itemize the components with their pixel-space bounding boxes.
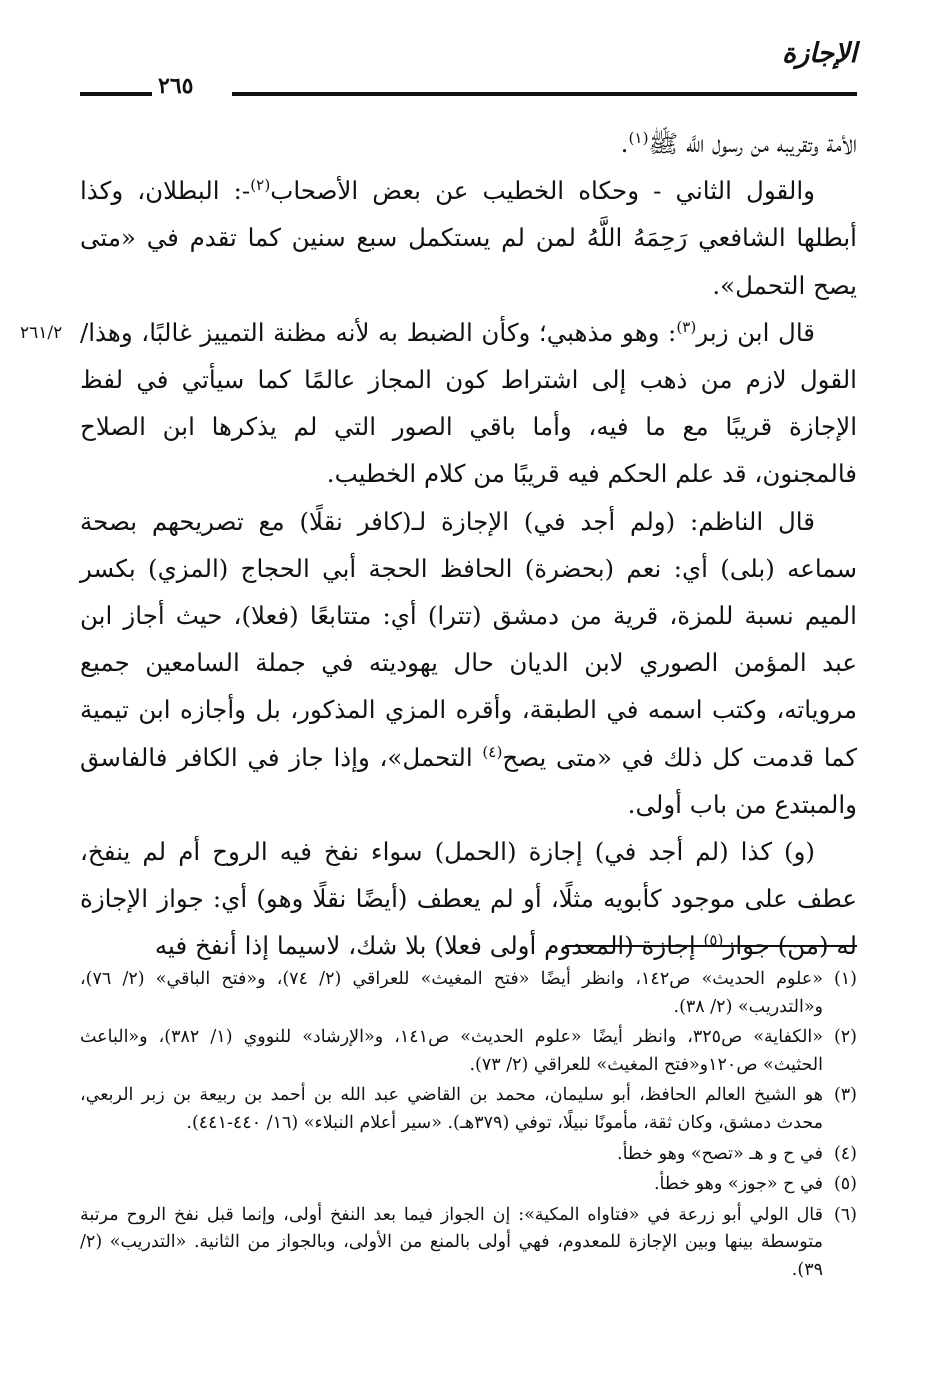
footnote-number: (٢) — [833, 1027, 857, 1048]
paragraph-3 — [80, 309, 857, 498]
footnote-item — [80, 1202, 857, 1285]
paragraph-text: قال الناظم: (ولم أجد في) الإجازة لـ(كافر نقلًا) مع تصريحهم بصحة سماعه (بلى) أي: نعم (بحضرة) الحافظ الحجة أبي الحجاج (المزي) بكسر الميم نسبة للمزة، قرية من دمشق (تترا) أي: متتابعًا (فعلا)، حيث أجاز ابن عبد المؤمن الصوري لابن الديان حال يهوديته في جملة السامعين جميع مروياته، وكتب اسمه في الطبقة، وأقره المزي المذكور، بل وأجازه ابن تيمية كما قدمت كل ذلك في «متى يصح — [80, 506, 857, 772]
footnote-item — [80, 1082, 857, 1137]
footnote-number: (٦) — [833, 1204, 857, 1225]
footnotes — [80, 966, 857, 1288]
paragraph-text: والقول الثاني - وحكاه الخطيب عن بعض الأصحاب — [270, 176, 815, 206]
paragraph-text: . — [620, 129, 629, 158]
paragraph-text: -: البطلان، وكذا أبطلها الشافعي رَحِمَهُ اللَّهُ لمن لم يستكمل سبع سنين كما تقدم في «متى يصح التحمل». — [80, 176, 857, 300]
footnote-item — [80, 1024, 857, 1079]
paragraph-text: : وهو مذهبي؛ وكأن الضبط به لأنه مظنة التمييز غالبًا، وهذا/ القول لازم من ذهب إلى اشتراط كون المجاز عالمًا كما سيأتي في لفظ الإجازة قريبًا مع ما فيه، وأما باقي الصور التي لم يذكرها ابن الصلاح فالمجنون، قد علم الحكم فيه قريبًا من كلام الخطيب. — [80, 317, 857, 489]
footnote-number: (٤) — [833, 1143, 857, 1164]
footnote-number: (١) — [833, 969, 857, 989]
footnote-reference[interactable]: (٢) — [250, 176, 271, 195]
paragraph-5 — [80, 828, 857, 970]
page-number: ٢٦٥ — [158, 73, 194, 99]
footnote-text: قال الولي أبو زرعة في «فتاواه المكية»: إن الجواز فيما بعد النفخ أولى، وإنما قبل نفخ الروح مرتبة متوسطة بينها وبين الإجازة للمعدوم، فهي أولى بالمنع من الأولى، وبالجواز من الثانية. «التدريب» (٢/ ٣٩). — [80, 1204, 823, 1280]
footnote-text: «علوم الحديث» ص١٤٢، وانظر أيضًا «فتح المغيث» للعراقي (٢/ ٧٤)، و«فتح الباقي» (٢/ ٧٦)، و«التدريب» (٢/ ٣٨). — [80, 969, 823, 1017]
footnote-separator — [565, 945, 857, 947]
footnote-text: في ح و هـ «تصح» وهو خطأ. — [617, 1143, 823, 1164]
footnote-text: هو الشيخ العالم الحافظ، أبو سليمان، محمد بن القاضي عبد الله بن أحمد بن ربيعة بن زبر الربعي، محدث دمشق، وكان ثقة، مأمونًا نبيلًا، توفي (٣٧٩هـ). «سير أعلام النبلاء» (١٦/ ٤٤٠-٤٤١). — [80, 1085, 823, 1133]
running-header-title: الإجازة — [781, 38, 857, 69]
header-rule-short — [80, 92, 152, 96]
footnote-item — [80, 966, 857, 1021]
footnote-reference[interactable]: (٥) — [703, 931, 724, 950]
footnote-reference[interactable]: (١) — [628, 128, 649, 147]
main-text — [80, 120, 857, 970]
paragraph-2 — [80, 167, 857, 309]
footnote-number: (٥) — [833, 1174, 857, 1195]
footnote-item — [80, 1171, 857, 1199]
paragraph-text: الأمة وتقريبه من رسول اللَّه ﷺ — [648, 129, 857, 158]
footnote-text: في ح «جوز» وهو خطأ. — [653, 1174, 823, 1195]
footnote-item — [80, 1141, 857, 1169]
margin-reference: ٢٦١/٢ — [20, 323, 63, 343]
footnote-number: (٣) — [833, 1085, 857, 1106]
paragraph-4 — [80, 498, 857, 828]
paragraph-text: التحمل»، وإذا جاز في الكافر فالفاسق والمبتدع من باب أولى. — [80, 742, 857, 819]
header-rule — [232, 92, 857, 96]
paragraph-text: إجازة (المعدوم أولى فعلا) بلا شك، لاسيما إذا أنفخ فيه — [154, 931, 704, 961]
footnote-text: «الكفاية» ص٣٢٥، وانظر أيضًا «علوم الحديث» ص١٤١، و«الإرشاد» للنووي (١/ ٣٨٢)، و«الباعث الحثيث» ص١٢٠و«فتح المغيث» للعراقي (٢/ ٧٣). — [80, 1027, 823, 1075]
paragraph-text: قال ابن زبر — [696, 317, 815, 347]
footnote-reference[interactable]: (٣) — [676, 317, 697, 336]
paragraph-1 — [80, 120, 857, 167]
paragraph-text: (و) كذا (لم أجد في) إجازة (الحمل) سواء نفخ فيه الروح أم لم ينفخ، عطف على موجود كأبويه مثلًا، أو لم يعطف (أيضًا نقلًا وهو) أي: جواز الإجازة له (من) جواز — [80, 837, 857, 961]
footnote-reference[interactable]: (٤) — [482, 742, 503, 761]
